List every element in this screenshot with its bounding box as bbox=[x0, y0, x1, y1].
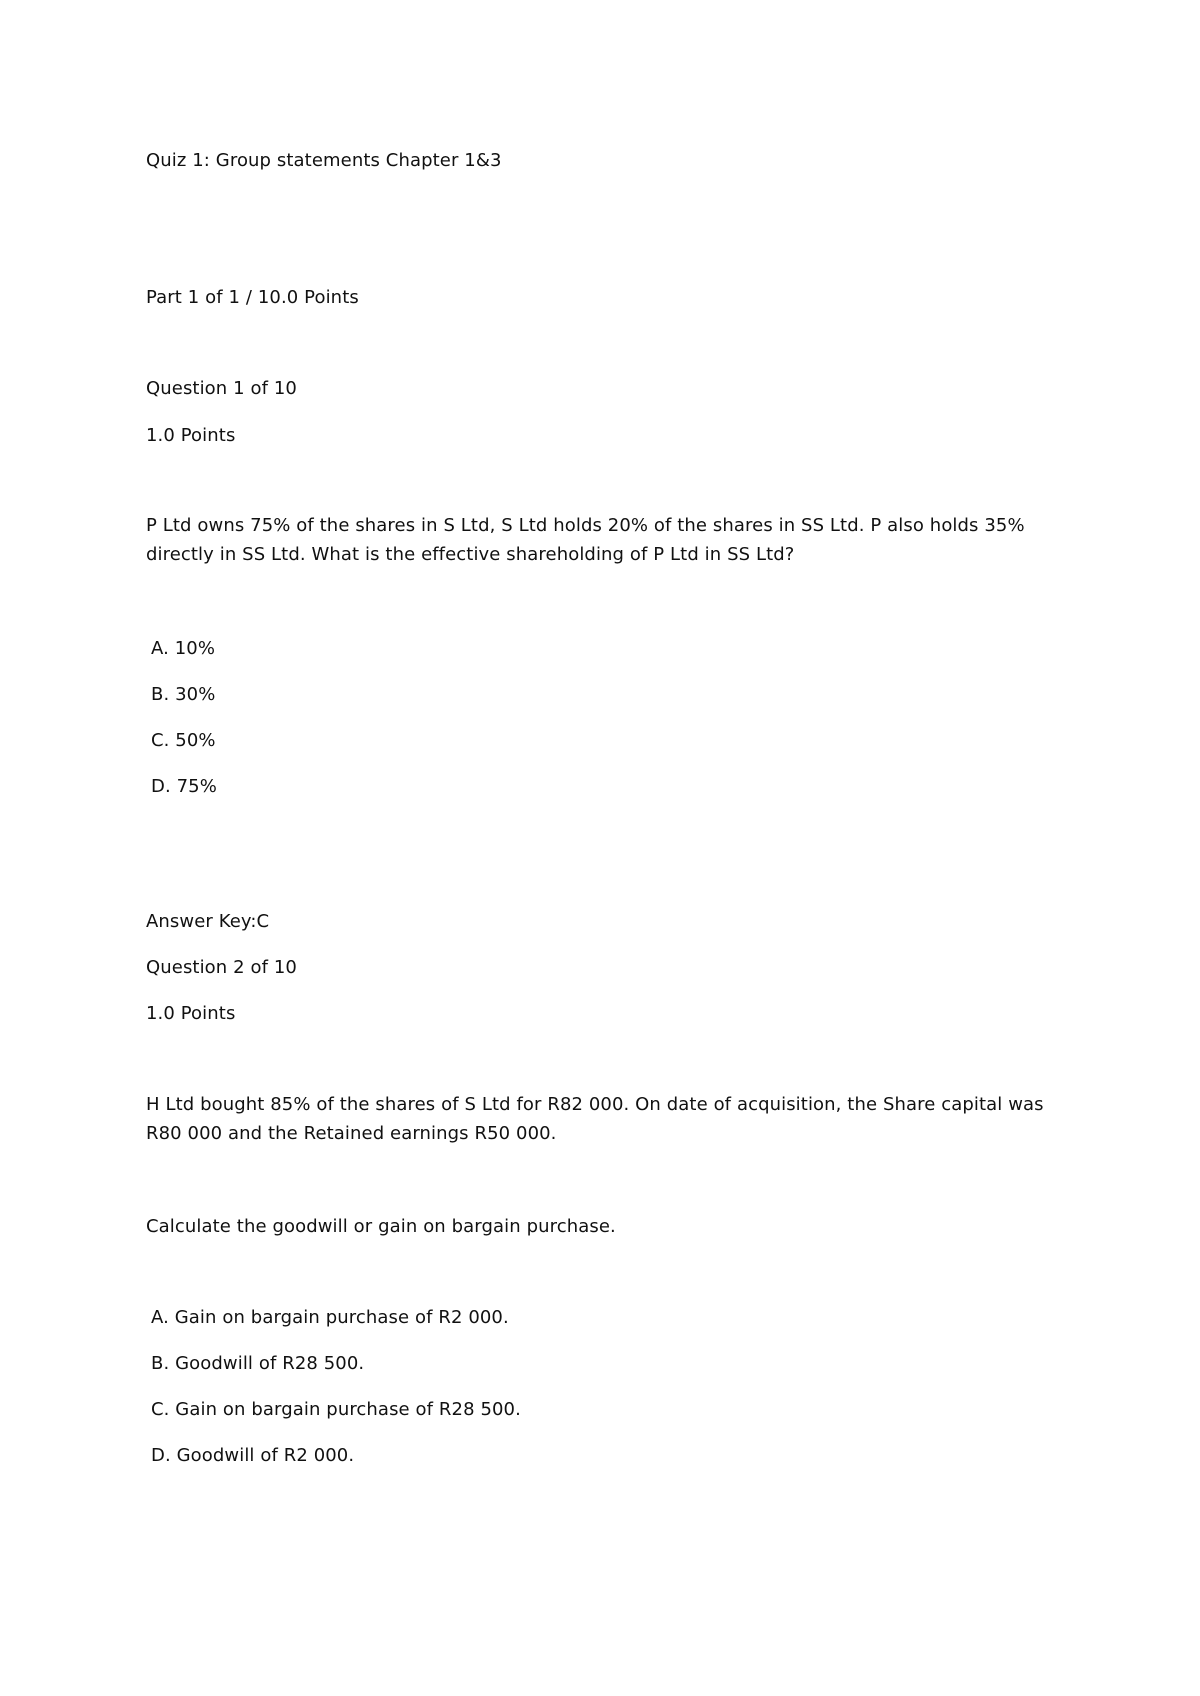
question-1-option-c[interactable]: C. 50% bbox=[151, 730, 216, 751]
question-1-option-a[interactable]: A. 10% bbox=[151, 638, 216, 659]
part-info: Part 1 of 1 / 10.0 Points bbox=[146, 287, 359, 308]
question-1-header: Question 1 of 10 bbox=[146, 378, 297, 399]
question-1-option-b[interactable]: B. 30% bbox=[151, 684, 216, 705]
quiz-title: Quiz 1: Group statements Chapter 1&3 bbox=[146, 150, 502, 171]
question-2-header: Question 2 of 10 bbox=[146, 957, 297, 978]
question-2-points: 1.0 Points bbox=[146, 1003, 236, 1024]
question-1-points: 1.0 Points bbox=[146, 425, 236, 446]
question-2-text: H Ltd bought 85% of the shares of S Ltd for R82 000. On date of acquisition, the Share capital was R80 000 and the Retained earnings R50 000. bbox=[146, 1094, 1044, 1144]
question-2-option-c[interactable]: C. Gain on bargain purchase of R28 500. bbox=[151, 1399, 521, 1420]
question-1-answer-key: Answer Key:C bbox=[146, 911, 270, 932]
question-2-option-b[interactable]: B. Goodwill of R28 500. bbox=[151, 1353, 365, 1374]
question-2-option-d[interactable]: D. Goodwill of R2 000. bbox=[151, 1445, 355, 1466]
question-2-option-a[interactable]: A. Gain on bargain purchase of R2 000. bbox=[151, 1307, 509, 1328]
question-1-option-d[interactable]: D. 75% bbox=[151, 776, 217, 797]
question-2-instruction: Calculate the goodwill or gain on bargain purchase. bbox=[146, 1216, 616, 1237]
question-1-text: P Ltd owns 75% of the shares in S Ltd, S Ltd holds 20% of the shares in SS Ltd. P also holds 35% directly in SS Ltd. What is the effective shareholding of P Ltd in SS Ltd? bbox=[146, 515, 1025, 565]
